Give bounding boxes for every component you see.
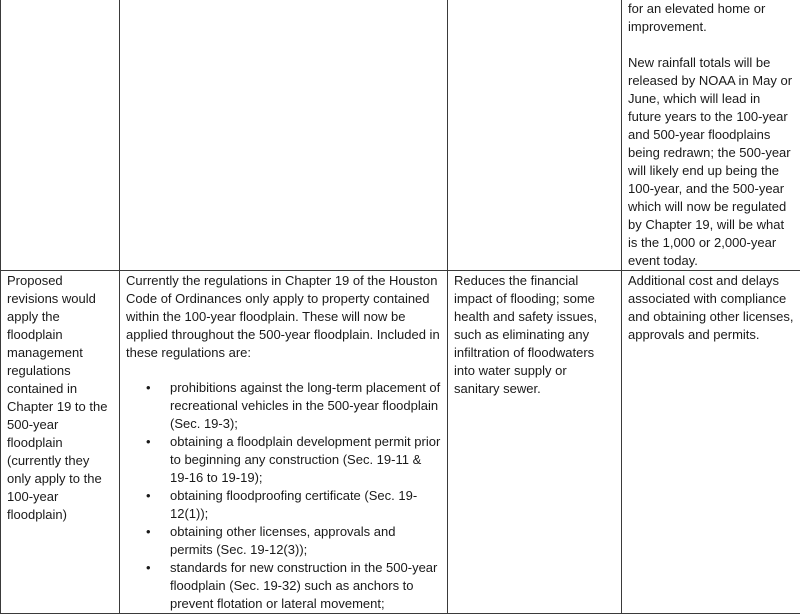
list-item: • obtaining other licenses, approvals and permits (Sec. 19-12(3)); <box>170 523 441 559</box>
cell-text: Additional cost and delays associated with compliance and obtaining other licenses, approvals and permits. <box>628 272 794 344</box>
cell-text: Currently the regulations in Chapter 19 of the Houston Code of Ordinances only apply to property contained within the 100-year floodplain. These will now be applied throughout the 500-year floodplain. Included in these regulations are: <box>126 272 441 362</box>
list-item: • obtaining a floodplain development permit prior to beginning any construction (Sec. 19-11 & 19-16 to 19-19); <box>170 433 441 487</box>
table-cell-benefits <box>448 271 622 614</box>
table-cell-description <box>120 271 448 614</box>
table-row <box>1 0 800 271</box>
list-item: • standards for new construction in the 500-year floodplain (Sec. 19-32) such as anchors to prevent flotation or lateral movement; <box>170 559 441 613</box>
cell-text: Reduces the financial impact of flooding; some health and safety issues, such as eliminating any infiltration of floodwaters into water supply or sanitary sewer. <box>454 272 615 398</box>
table-cell-empty <box>120 0 448 271</box>
table-cell-costs <box>622 271 800 614</box>
table-cell-empty <box>1 0 120 271</box>
regulations-list <box>126 379 441 613</box>
table-cell-empty <box>448 0 622 271</box>
table-cell-costs-continued <box>622 0 800 271</box>
list-item: • obtaining floodproofing certificate (Sec. 19-12(1)); <box>170 487 441 523</box>
list-item: • prohibitions against the long-term placement of recreational vehicles in the 500-year floodplain (Sec. 19-3); <box>170 379 441 433</box>
cell-text: for an elevated home or improvement. <box>628 0 794 36</box>
table-row <box>1 271 800 614</box>
table-cell-proposal <box>1 271 120 614</box>
cell-text: Proposed revisions would apply the floodplain management regulations contained in Chapter 19 to the 500-year floodplain (currently they only apply to the 100-year floodplain) <box>7 272 113 524</box>
cell-text: New rainfall totals will be released by NOAA in May or June, which will lead in future years to the 100-year and 500-year floodplains being redrawn; the 500-year will likely end up being the 100-year, and the 500-year which will now be regulated by Chapter 19, will be what is the 1,000 or 2,000-year event today. <box>628 54 794 270</box>
